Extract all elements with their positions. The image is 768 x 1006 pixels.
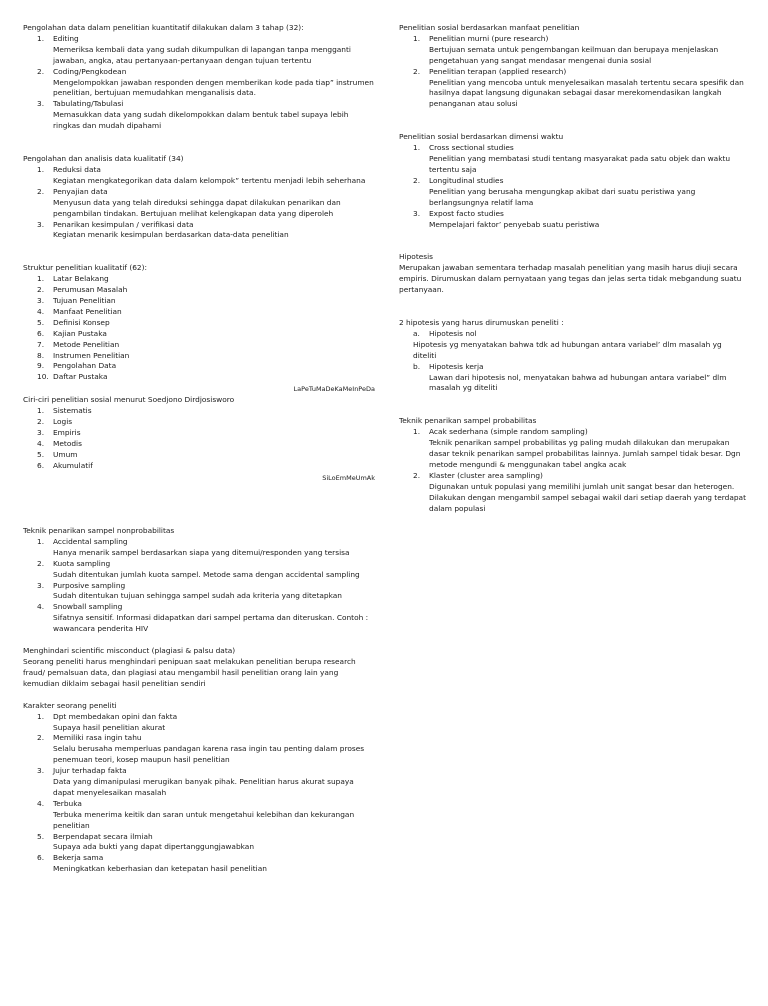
list-item: [23, 712, 375, 734]
list-item: [23, 537, 375, 559]
section-hypothesis-types: [399, 318, 747, 394]
section-heading: Ciri-ciri penelitian sosial menurut Soedjono Dirdjosisworo: [23, 395, 235, 405]
section-heading: Karakter seorang peneliti: [23, 700, 117, 710]
item-description: Mengelompokkan jawaban responden dengen memberikan kode pada tiap” instrumen penelitian, bertujuan memudahkan menganalisis data.: [53, 77, 374, 98]
section-research-by-time: [399, 132, 747, 230]
item-title: Purposive sampling: [53, 580, 126, 590]
section-researcher-character: [23, 701, 375, 876]
item-number: 3.: [37, 296, 45, 306]
list-item: [23, 602, 375, 635]
section-research-by-benefit: [399, 23, 747, 110]
item-number: 2.: [37, 66, 45, 76]
list-item: [399, 143, 747, 176]
section-heading: Penelitian sosial berdasarkan dimensi waktu: [399, 132, 564, 142]
paragraph: Seorang peneliti harus menghindari penipuan saat melakukan penelitian berupa research fraud/ pemalsuan data, dan plagiasi atau mengambil hasil penelitian orang lain yang kemudian diklaim sebagai hasil penelitian sendiri: [23, 656, 356, 688]
item-title: Daftar Pustaka: [53, 372, 108, 382]
item-description: Hanya menarik sampel berdasarkan siapa yang ditemui/responden yang tersisa: [53, 547, 350, 557]
list-item: [23, 34, 375, 67]
item-number: 3.: [413, 208, 421, 218]
item-number: 8.: [37, 350, 45, 360]
section-probability-sampling: [399, 416, 747, 514]
list-item: [23, 361, 375, 372]
list-item: [399, 329, 747, 340]
item-number: 2.: [37, 558, 45, 568]
item-description: Mempelajari faktor’ penyebab suatu peristiwa: [429, 219, 600, 229]
item-number: 5.: [37, 831, 45, 841]
item-title: Hipotesis yg menyatakan bahwa tdk ad hubungan antara variabel’ dlm masalah yg diteliti: [413, 339, 722, 360]
section-heading: Struktur penelitian kualitatif (62):: [23, 263, 148, 273]
item-title: Instrumen Penelitian: [53, 350, 130, 360]
item-title: Penyajian data: [53, 186, 108, 196]
list-item: [23, 406, 375, 417]
item-title: Berpendapat secara ilmiah: [53, 831, 153, 841]
item-description: Lawan dari hipotesis nol, menyatakan bahwa ad hubungan antara variabel” dlm masalah yg diteliti: [429, 372, 727, 393]
item-number: b.: [413, 361, 421, 371]
left-column-top: [23, 23, 375, 483]
item-title: Terbuka: [53, 798, 82, 808]
list-item: [23, 99, 375, 132]
item-title: Longitudinal studies: [429, 175, 504, 185]
item-title: Manfaat Penelitian: [53, 306, 122, 316]
item-number: 4.: [37, 602, 45, 612]
item-description: Digunakan untuk populasi yang memilihi jumlah unit sangat besar dan heterogen. Dilakukan dengan mengambil sampel sebagai wakil dari setiap daerah yang terdapat dalam populasi: [429, 481, 746, 513]
list-item: [399, 427, 747, 471]
item-title: Latar Belakang: [53, 274, 109, 284]
section-heading: Penelitian sosial berdasarkan manfaat penelitian: [399, 23, 580, 32]
section-qualitative-structure: [23, 263, 375, 395]
right-column-top: [399, 23, 747, 515]
item-title: Hipotesis nol: [429, 328, 477, 338]
item-description: Terbuka menerima keitik dan saran untuk mengetahui kelebihan dan kekurangan penelitian: [53, 809, 355, 830]
list-item: [23, 766, 375, 799]
item-number: 3.: [37, 580, 45, 590]
section-scientific-misconduct: [23, 646, 375, 690]
item-number: 2.: [37, 285, 45, 295]
item-description: Teknik penarikan sampel probabilitas yg paling mudah dilakukan dan merupakan dasar teknik penarikan sampel probabilitas lainnya. Jumlah sampel tidak besar. Dgn metode mengundi & menggunakan tabel angka acak: [429, 438, 741, 469]
item-number: 5.: [37, 449, 45, 459]
list-item: [399, 67, 747, 111]
list-item: [399, 471, 747, 515]
section-heading: Pengolahan dan analisis data kualitatif (34): [23, 154, 184, 164]
list-item: [23, 67, 375, 100]
item-number: 9.: [37, 361, 45, 371]
list-item: [23, 165, 375, 187]
item-title: Umum: [53, 449, 78, 459]
section-heading: Teknik penarikan sampel nonprobabilitas: [23, 526, 175, 535]
list-item: [399, 176, 747, 209]
item-number: 1.: [37, 274, 45, 284]
item-title: Sistematis: [53, 406, 92, 416]
item-title: Kuota sampling: [53, 558, 111, 568]
item-description: Penelitian yang berusaha mengungkap akibat dari suatu peristiwa yang berlangsungnya relatif lama: [429, 186, 696, 207]
item-number: 2.: [413, 66, 421, 76]
list-item: [399, 209, 747, 231]
item-number: 1.: [413, 143, 421, 153]
list-item: [23, 329, 375, 340]
item-number: 1.: [413, 33, 421, 43]
list-item: [23, 318, 375, 329]
item-number: 2.: [37, 733, 45, 743]
list-item: [23, 351, 375, 362]
item-title: Jujur terhadap fakta: [53, 766, 127, 776]
item-number: 3.: [37, 219, 45, 229]
list-item: [23, 450, 375, 461]
list-item: [23, 307, 375, 318]
item-title: Coding/Pengkodean: [53, 66, 127, 76]
list-item: [23, 285, 375, 296]
item-title: Acak sederhana (simple random sampling): [429, 427, 588, 437]
left-column-bottom: [23, 526, 375, 875]
list-item: [23, 417, 375, 428]
item-title: Empiris: [53, 427, 81, 437]
item-number: 4.: [37, 798, 45, 808]
item-number: 10.: [37, 372, 49, 382]
list-item: [23, 581, 375, 603]
item-title: Reduksi data: [53, 164, 101, 174]
section-heading: 2 hipotesis yang harus dirumuskan peneliti :: [399, 318, 564, 328]
list-item: [23, 832, 375, 854]
item-description: Sudah ditentukan jumlah kuota sampel. Metode sama dengan accidental sampling: [53, 569, 360, 579]
item-number: 1.: [37, 164, 45, 174]
mnemonic-text: LaPeTuMaDeKaMeInPeDa: [293, 385, 375, 394]
item-description: Kegiatan menarik kesimpulan berdasarkan data-data penelitian: [53, 230, 289, 240]
item-description: Penelitian yang membatasi studi tentang masyarakat pada satu objek dan waktu tertentu saja: [429, 154, 731, 174]
item-title: Penarikan kesimpulan / verifikasi data: [53, 219, 194, 229]
item-title: Expost facto studies: [429, 208, 504, 218]
item-description: Selalu berusaha memperluas pandagan karena rasa ingin tau penting dalam proses penemuan teori, kosep maupun hasil penelitian: [53, 744, 365, 765]
section-heading: Pengolahan data dalam penelitian kuantitatif dilakukan dalam 3 tahap (32):: [23, 23, 304, 32]
section-research-characteristics: [23, 395, 375, 483]
item-number: 4.: [37, 306, 45, 316]
item-title: Hipotesis kerja: [429, 361, 484, 371]
item-description: Bertujuan semata untuk pengembangan keilmuan dan berupaya menjelaskan pengetahuan yang sangat mendasar mengenai dunia sosial: [429, 44, 719, 65]
item-number: 2.: [37, 417, 45, 426]
section-hypothesis: [399, 252, 747, 296]
item-title: Penelitian terapan (applied research): [429, 66, 567, 76]
item-description: Sudah ditentukan tujuan sehingga sampel sudah ada kriteria yang ditetapkan: [53, 591, 342, 601]
section-heading: Teknik penarikan sampel probabilitas: [399, 416, 537, 426]
list-item: [399, 340, 747, 362]
item-description: Data yang dimanipulasi merugikan banyak pihak. Penelitian harus akurat supaya dapat menyelesaikan masalah: [53, 777, 354, 797]
item-number: 3.: [37, 427, 45, 437]
item-title: Pengolahan Data: [53, 361, 117, 371]
paragraph: Merupakan jawaban sementara terhadap masalah penelitian yang masih harus diuji secara empiris. Dirumuskan dalam pernyataan yang tegas dan jelas serta tidak mebgandung suatu pertanyaan.: [399, 263, 742, 295]
item-title: Bekerja sama: [53, 853, 104, 863]
item-number: 2.: [413, 470, 421, 480]
item-description: Supaya hasil penelitian akurat: [53, 722, 166, 732]
item-number: 1.: [413, 427, 421, 437]
item-title: Akumulatif: [53, 460, 93, 470]
item-title: Tujuan Penelitian: [53, 296, 116, 306]
item-title: Cross sectional studies: [429, 143, 514, 153]
item-number: 1.: [37, 406, 45, 416]
item-number: 6.: [37, 460, 45, 470]
list-item: [23, 428, 375, 439]
item-title: Kajian Pustaka: [53, 328, 107, 338]
item-number: 2.: [37, 186, 45, 196]
item-description: Memasukkan data yang sudah dikelompokkan dalam bentuk tabel supaya lebih ringkas dan mudah dipahami: [53, 110, 349, 131]
item-description: Meningkatkan keberhasian dan ketepatan hasil penelitian: [53, 864, 267, 874]
item-description: Kegiatan mengkategorikan data dalam kelompok” tertentu menjadi lebih seherhana: [53, 175, 366, 185]
item-title: Definisi Konsep: [53, 317, 110, 327]
list-item: [23, 187, 375, 220]
section-heading: Hipotesis: [399, 252, 434, 262]
item-title: Metode Penelitian: [53, 339, 120, 349]
item-number: 1.: [37, 536, 45, 546]
item-title: Accidental sampling: [53, 536, 128, 546]
section-qualitative-analysis: [23, 154, 375, 241]
item-number: 2.: [413, 175, 421, 185]
list-item: [23, 372, 375, 383]
item-title: Dpt membedakan opini dan fakta: [53, 711, 178, 721]
item-title: Metodis: [53, 438, 82, 448]
item-number: 7.: [37, 339, 45, 349]
section-heading: Menghindari scientific misconduct (plagiasi & palsu data): [23, 646, 236, 656]
list-item: [23, 274, 375, 285]
item-number: 5.: [37, 317, 45, 327]
list-item: [23, 340, 375, 351]
item-title: Perumusan Masalah: [53, 285, 128, 295]
list-item: [23, 799, 375, 832]
item-title: Snowball sampling: [53, 602, 123, 612]
item-title: Memiliki rasa ingin tahu: [53, 733, 142, 743]
list-item: [23, 220, 375, 242]
list-item: [23, 439, 375, 450]
item-title: Logis: [53, 417, 73, 426]
item-description: Memeriksa kembali data yang sudah dikumpulkan di lapangan tanpa mengganti jawaban, angka, atau pertanyaan-pertanyaan dengan tujuan tertentu: [53, 44, 351, 65]
list-item: [399, 362, 747, 395]
item-number: a.: [413, 328, 420, 338]
item-number: 3.: [37, 766, 45, 776]
list-item: [23, 296, 375, 307]
item-number: 3.: [37, 99, 45, 109]
list-item: [23, 559, 375, 581]
item-description: Menyusun data yang telah direduksi sehingga dapat dilakukan penarikan dan pengambilan tindakan. Bertujuan melihat kelengkapan data yang diperoleh: [53, 197, 341, 218]
item-description: Supaya ada bukti yang dapat dipertanggungjawabkan: [53, 842, 255, 852]
item-number: 6.: [37, 328, 45, 338]
item-number: 1.: [37, 33, 45, 43]
list-item: [23, 733, 375, 766]
item-description: Penelitian yang mencoba untuk menyelesaikan masalah tertentu secara spesifik dan hasilnya dapat langsung digunakan sebagai dasar merekomendasikan langkah penanganan atau solusi: [429, 77, 744, 109]
item-number: 4.: [37, 438, 45, 448]
item-title: Klaster (cluster area sampling): [429, 470, 543, 480]
list-item: [23, 461, 375, 472]
section-nonprobability-sampling: [23, 526, 375, 635]
item-title: Tabulating/Tabulasi: [53, 99, 124, 109]
list-item: [23, 853, 375, 875]
item-number: 6.: [37, 853, 45, 863]
mnemonic-text: SiLoEmMeUmAk: [322, 473, 375, 482]
item-title: Penelitian murni (pure research): [429, 33, 549, 43]
list-item: [399, 34, 747, 67]
section-quantitative-processing: [23, 23, 375, 132]
item-title: Editing: [53, 33, 79, 43]
item-number: 1.: [37, 711, 45, 721]
item-description: Sifatnya sensitif. Informasi didapatkan dari sampel pertama dan diteruskan. Contoh : wawancara penderita HIV: [53, 613, 369, 634]
